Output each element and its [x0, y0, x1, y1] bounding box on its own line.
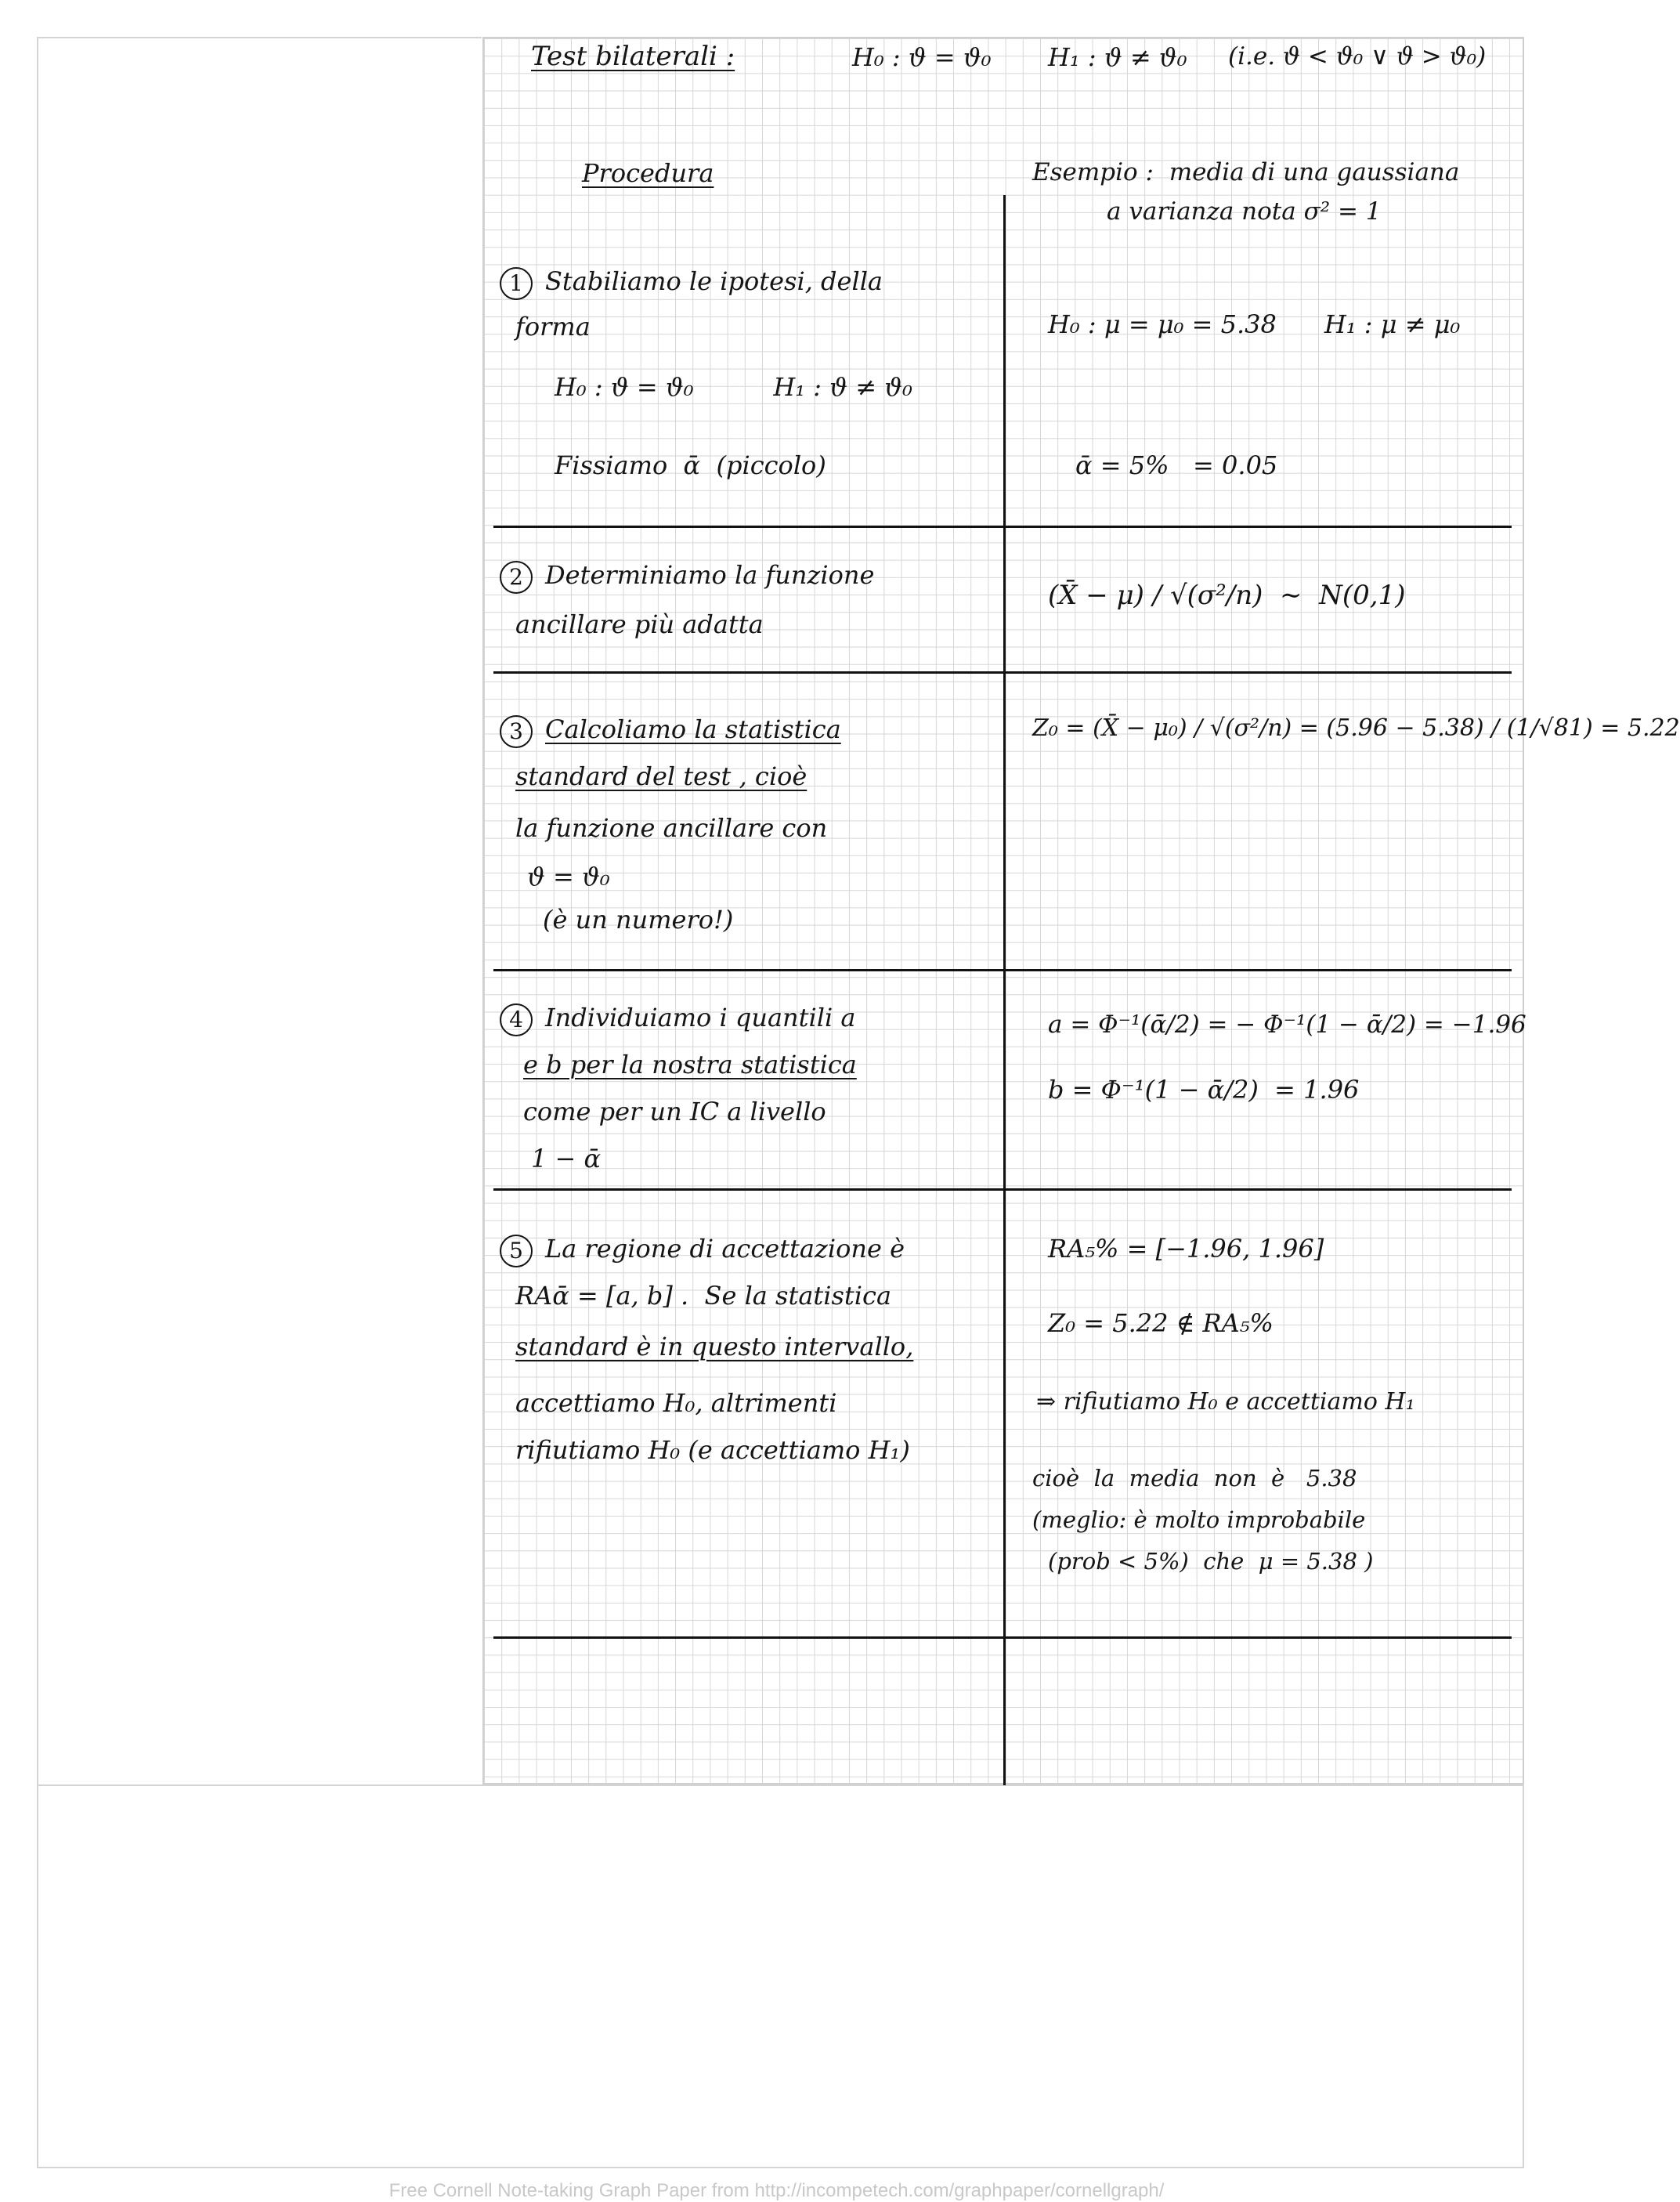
- step-number-2: 2: [500, 561, 533, 594]
- column-divider: [1003, 195, 1006, 1785]
- procedure-line: standard del test , cioè: [515, 761, 807, 791]
- procedure-line: la funzione ancillare con: [515, 813, 828, 843]
- procedure-line: forma: [515, 312, 591, 342]
- step-number-3: 3: [500, 715, 533, 748]
- example-heading: Esempio : media di una gaussiana: [1032, 158, 1460, 186]
- procedure-heading: Procedura: [582, 158, 714, 188]
- step-number-1: 1: [500, 267, 533, 300]
- procedure-line: come per un IC a livello: [523, 1097, 826, 1126]
- step-3-procedure: [500, 714, 841, 748]
- procedure-line: ϑ = ϑ₀: [527, 862, 610, 891]
- summary-area: [37, 1784, 1524, 2168]
- procedure-line: Calcoliamo la statistica: [545, 714, 841, 744]
- example-acceptance-region: RA₅% = [−1.96, 1.96]: [1048, 1234, 1324, 1264]
- procedure-alpha: Fissiamo ᾱ (piccolo): [555, 450, 826, 480]
- example-note-line: (meglio: è molto improbabile: [1032, 1506, 1366, 1533]
- cue-column: [37, 37, 482, 1784]
- row-divider-1: [493, 526, 1512, 528]
- step-2-procedure: [500, 559, 874, 594]
- example-note-line: cioè la media non è 5.38: [1032, 1465, 1357, 1492]
- procedure-hypotheses: H₀ : ϑ = ϑ₀ H₁ : ϑ ≠ ϑ₀: [555, 372, 912, 402]
- step-5-procedure: [500, 1233, 905, 1267]
- row-divider-5: [493, 1636, 1512, 1639]
- procedure-line: RAᾱ = [a, b] . Se la statistica: [515, 1281, 892, 1311]
- step-number-5: 5: [500, 1235, 533, 1267]
- example-statistic: Z₀ = (X̄ − μ₀) / √(σ²/n) = (5.96 − 5.38) / (1/√81) = 5.22: [1032, 714, 1680, 742]
- procedure-line: rifiutiamo H₀ (e accettiamo H₁): [515, 1435, 910, 1465]
- procedure-line: (è un numero!): [543, 905, 734, 935]
- footer-credit: Free Cornell Note-taking Graph Paper from http://incompetech.com/graphpaper/cornellgraph/: [388, 2180, 1165, 2201]
- notes-area: [482, 37, 1680, 1784]
- row-divider-4: [493, 1188, 1512, 1191]
- example-note-line: (prob < 5%) che μ = 5.38 ): [1048, 1548, 1374, 1575]
- procedure-line: La regione di accettazione è: [545, 1234, 905, 1264]
- row-divider-2: [493, 671, 1512, 674]
- example-quantile-b: b = Φ⁻¹(1 − ᾱ/2) = 1.96: [1048, 1075, 1360, 1105]
- procedure-line: Individuiamo i quantili a: [545, 1003, 856, 1032]
- step-1-procedure: [500, 266, 883, 300]
- step-4-procedure: [500, 1002, 855, 1036]
- header-note: (i.e. ϑ < ϑ₀ ∨ ϑ > ϑ₀): [1228, 42, 1487, 71]
- header-h0: H₀ : ϑ = ϑ₀: [852, 42, 992, 72]
- example-z-value: Z₀ = 5.22 ∉ RA₅%: [1048, 1308, 1274, 1338]
- step-number-4: 4: [500, 1003, 533, 1036]
- example-conclusion: ⇒ rifiutiamo H₀ e accettiamo H₁: [1036, 1388, 1415, 1416]
- example-heading-2: a varianza nota σ² = 1: [1107, 197, 1382, 226]
- example-quantile-a: a = Φ⁻¹(ᾱ/2) = − Φ⁻¹(1 − ᾱ/2) = −1.96: [1048, 1011, 1526, 1039]
- procedure-line: Stabiliamo le ipotesi, della: [545, 266, 883, 296]
- procedure-line: ancillare più adatta: [515, 609, 764, 639]
- procedure-line: e b per la nostra statistica: [523, 1050, 857, 1079]
- procedure-line: accettiamo H₀, altrimenti: [515, 1388, 837, 1418]
- header-h1: H₁ : ϑ ≠ ϑ₀: [1048, 42, 1187, 72]
- example-ancillary: (X̄ − μ) / √(σ²/n) ∼ N(0,1): [1048, 580, 1406, 611]
- procedure-line: Determiniamo la funzione: [545, 560, 875, 590]
- procedure-line: standard è in questo intervallo,: [515, 1332, 914, 1361]
- header-title: Test bilaterali :: [531, 41, 735, 72]
- example-alpha: ᾱ = 5% = 0.05: [1075, 450, 1278, 480]
- procedure-line: 1 − ᾱ: [531, 1144, 602, 1173]
- example-hypotheses: H₀ : μ = μ₀ = 5.38 H₁ : μ ≠ μ₀: [1048, 309, 1461, 339]
- row-divider-3: [493, 969, 1512, 971]
